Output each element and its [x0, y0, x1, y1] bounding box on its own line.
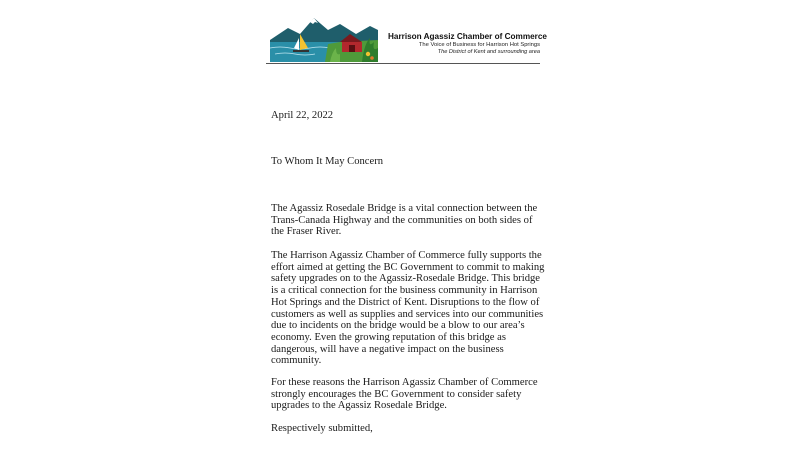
- paragraph-line: dangerous, will have a negative impact on the business: [271, 343, 504, 355]
- paragraph-line: safety upgrades on to the Agassiz-Rosedale Bridge. This bridge: [271, 273, 541, 285]
- paragraph-line: due to incidents on the bridge would be a blow to our area’s: [271, 320, 525, 332]
- paragraph-line: The Agassiz Rosedale Bridge is a vital connection between the: [271, 203, 538, 214]
- paragraph-line: community.: [271, 355, 322, 367]
- letterhead-divider: [266, 63, 540, 64]
- letter-salutation: To Whom It May Concern: [271, 156, 384, 167]
- paragraph-3: [271, 377, 536, 412]
- organization-tagline: The Voice of Business for Harrison Hot Springs: [418, 42, 540, 48]
- paragraph-line: Hot Springs and the District of Kent. Disruptions to the flow of: [271, 296, 540, 308]
- paragraph-line: customers as well as supplies and services into our communities: [271, 308, 544, 320]
- paragraph-line: upgrades to the Agassiz Rosedale Bridge.: [271, 400, 447, 412]
- paragraph-line: The Harrison Agassiz Chamber of Commerce fully supports the: [271, 250, 542, 261]
- paragraph-line: is a critical connection for the business community in Harrison: [271, 285, 538, 297]
- paragraph-line: effort aimed at getting the BC Government to commit to making: [271, 261, 545, 273]
- paragraph-line: Trans-Canada Highway and the communities on both sides of: [271, 214, 533, 226]
- paragraph-line: the Fraser River.: [271, 226, 342, 238]
- letterhead: [268, 12, 547, 64]
- paragraph-1: [271, 203, 536, 238]
- paragraph-line: For these reasons the Harrison Agassiz Chamber of Commerce: [271, 377, 538, 388]
- paragraph-line: strongly encourages the BC Government to consider safety: [271, 388, 522, 400]
- organization-block: [388, 32, 547, 56]
- paragraph-2: [271, 250, 545, 367]
- mountain-lake-barn-logo-icon: [270, 14, 378, 62]
- organization-area: The District of Kent and surrounding area: [437, 49, 540, 55]
- letter-date: April 22, 2022: [271, 110, 334, 121]
- organization-name: Harrison Agassiz Chamber of Commerce: [388, 32, 547, 41]
- letter-closing: Respectively submitted,: [271, 423, 373, 434]
- paragraph-line: economy. Even the growing reputation of this bridge as: [271, 331, 506, 343]
